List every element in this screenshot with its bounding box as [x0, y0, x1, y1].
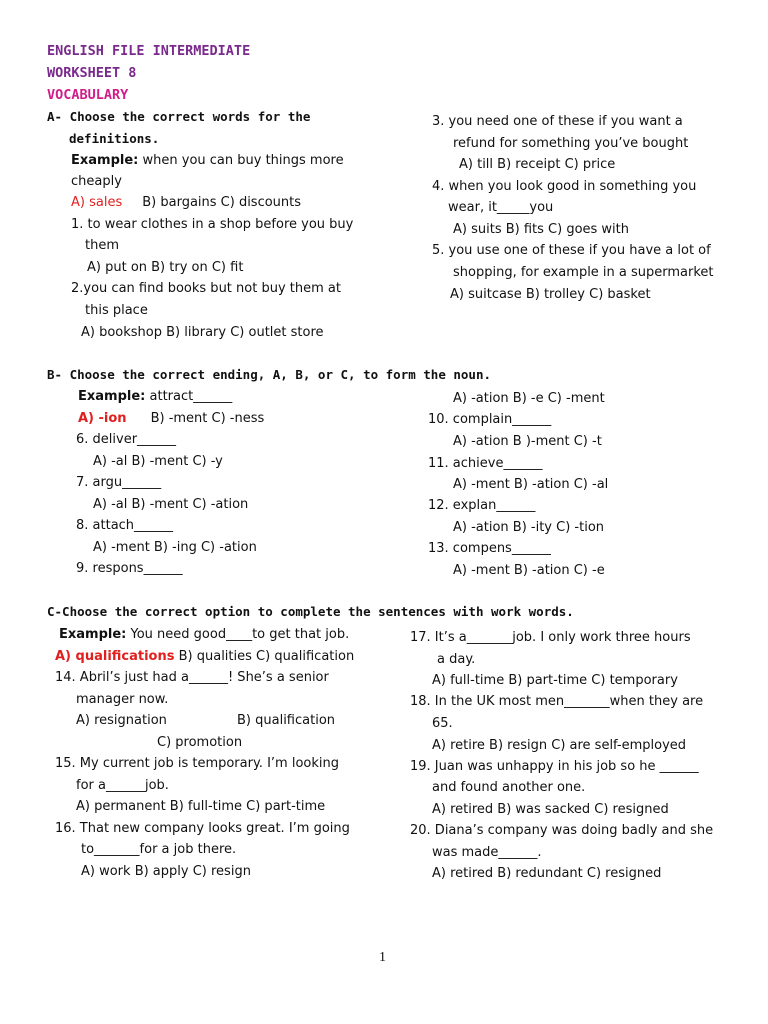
question-14-option-a: A) resignation	[76, 713, 167, 728]
question-17-line2: a day.	[437, 652, 476, 667]
question-10-options: A) -ation B )-ment C) -t	[453, 434, 602, 449]
example-text: You need good____to get that job.	[126, 627, 350, 642]
question-9: 9. respons______	[76, 561, 183, 576]
question-19-line2: and found another one.	[432, 780, 586, 795]
question-12: 12. explan______	[428, 498, 536, 513]
example-label: Example:	[59, 627, 127, 642]
example-text: attract______	[145, 389, 233, 404]
question-11: 11. achieve______	[428, 456, 543, 471]
question-1-line1: 1. to wear clothes in a shop before you buy	[71, 217, 354, 232]
question-8: 8. attach______	[76, 518, 174, 533]
question-19-line1: 19. Juan was unhappy in his job so he ______	[410, 759, 699, 774]
question-20-options: A) retired B) redundant C) resigned	[432, 866, 662, 881]
question-3-options: A) till B) receipt C) price	[459, 157, 616, 172]
question-16-line2: to_______for a job there.	[81, 842, 237, 857]
question-17-options: A) full-time B) part-time C) temporary	[432, 673, 678, 688]
question-7-options: A) -al B) -ment C) -ation	[93, 497, 249, 512]
question-15-line2: for a______job.	[76, 778, 169, 793]
question-4-line2: wear, it_____you	[448, 200, 554, 215]
section-a-example-options	[71, 195, 301, 211]
question-3-line2: refund for something you’ve bought	[453, 136, 689, 151]
question-2-line1: 2.you can find books but not buy them at	[71, 281, 341, 296]
section-a-example	[71, 153, 344, 169]
example-other-options: B) bargains C) discounts	[142, 195, 302, 210]
section-b-example	[78, 389, 232, 405]
section-c-example-options	[55, 649, 354, 665]
section-a-example-line2: cheaply	[71, 174, 122, 189]
question-19-options: A) retired B) was sacked C) resigned	[432, 802, 669, 817]
question-18-line1: 18. In the UK most men_______when they are	[410, 694, 704, 709]
question-9-options: A) -ation B) -e C) -ment	[453, 391, 605, 406]
question-4-line1: 4. when you look good in something you	[432, 179, 697, 194]
section-c-example	[59, 627, 349, 643]
question-14-line2: manager now.	[76, 692, 169, 707]
question-20-line2: was made______.	[432, 845, 542, 860]
example-label: Example:	[78, 389, 146, 404]
question-14-option-b: B) qualification	[237, 713, 336, 728]
section-a-heading-line2: definitions.	[69, 131, 160, 146]
question-13: 13. compens______	[428, 541, 551, 556]
question-15-line1: 15. My current job is temporary. I’m looking	[55, 756, 339, 771]
question-18-line2: 65.	[432, 716, 453, 731]
section-c-heading: C-Choose the correct option to complete the sentences with work words.	[47, 604, 574, 619]
question-5-line1: 5. you use one of these if you have a lot of	[432, 243, 711, 258]
example-answer: A) sales	[71, 195, 123, 210]
question-5-options: A) suitcase B) trolley C) basket	[450, 287, 651, 302]
example-answer: A) -ion	[78, 411, 127, 426]
question-20-line1: 20. Diana’s company was doing badly and she	[410, 823, 714, 838]
question-15-options: A) permanent B) full-time C) part-time	[76, 799, 326, 814]
question-12-options: A) -ation B) -ity C) -tion	[453, 520, 605, 535]
question-6: 6. deliver______	[76, 432, 177, 447]
question-18-options: A) retire B) resign C) are self-employed	[432, 738, 687, 753]
question-13-options: A) -ment B) -ation C) -e	[453, 563, 605, 578]
worksheet-title: ENGLISH FILE INTERMEDIATE	[47, 43, 251, 59]
section-b-example-options	[78, 411, 264, 427]
example-text: when you can buy things more	[138, 153, 344, 168]
example-other-options: B) -ment C) -ness	[150, 411, 265, 426]
section-a-heading-line1: A- Choose the correct words for the	[47, 109, 311, 124]
question-14-line1: 14. Abril’s just had a______! She’s a senior	[55, 670, 329, 685]
section-b-heading: B- Choose the correct ending, A, B, or C, to form the noun.	[47, 367, 492, 382]
example-answer: A) qualifications	[55, 649, 175, 664]
question-14-option-c: C) promotion	[157, 735, 243, 750]
question-2-options: A) bookshop B) library C) outlet store	[81, 325, 324, 340]
question-5-line2: shopping, for example in a supermarket	[453, 265, 714, 280]
question-11-options: A) -ment B) -ation C) -al	[453, 477, 609, 492]
example-other-options: B) qualities C) qualification	[174, 649, 355, 664]
worksheet-number: WORKSHEET 8	[47, 65, 137, 81]
question-2-line2: this place	[85, 303, 148, 318]
question-3-line1: 3. you need one of these if you want a	[432, 114, 683, 129]
vocabulary-heading: VOCABULARY	[47, 87, 129, 103]
question-10: 10. complain______	[428, 412, 552, 427]
question-7: 7. argu______	[76, 475, 162, 490]
page-number: 1	[379, 950, 386, 965]
example-label: Example:	[71, 153, 139, 168]
question-16-line1: 16. That new company looks great. I’m going	[55, 821, 350, 836]
question-17-line1: 17. It’s a_______job. I only work three hours	[410, 630, 691, 645]
question-8-options: A) -ment B) -ing C) -ation	[93, 540, 257, 555]
question-1-options: A) put on B) try on C) fit	[87, 260, 244, 275]
question-4-options: A) suits B) fits C) goes with	[453, 222, 630, 237]
question-16-options: A) work B) apply C) resign	[81, 864, 251, 879]
question-1-line2: them	[85, 238, 119, 253]
question-6-options: A) -al B) -ment C) -y	[93, 454, 223, 469]
